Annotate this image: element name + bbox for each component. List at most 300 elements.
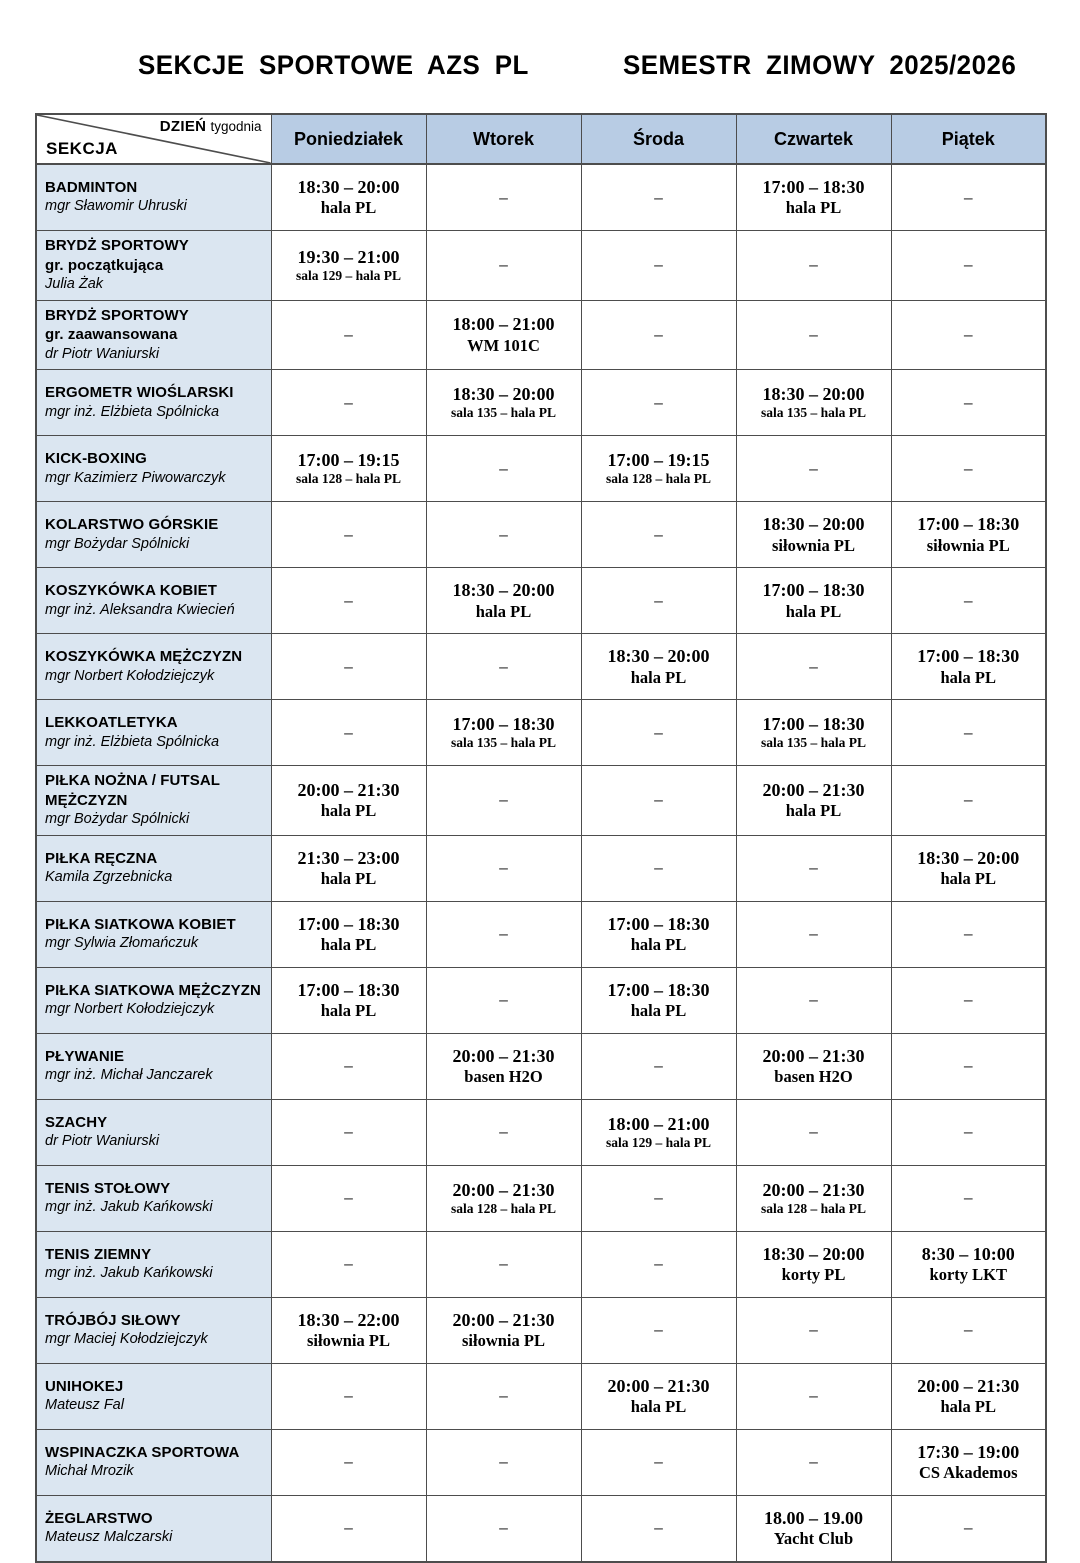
slot-place: hala PL: [785, 801, 842, 821]
slot-time: 18:30 – 20:00: [297, 176, 400, 197]
instructor-name: Kamila Zgrzebnicka: [45, 869, 173, 886]
empty-slot-dash: –: [964, 1056, 973, 1076]
instructor-name: mgr Bożydar Spólnicki: [45, 535, 190, 552]
slot-place: sala 128 – hala PL: [605, 471, 711, 487]
slot-unihokej-wtorek: [426, 1363, 581, 1429]
slot-tenis-ziemny-poniedzialek: [271, 1231, 426, 1297]
empty-slot-dash: –: [344, 1122, 353, 1142]
slot-lekkoatletyka-czwartek: [736, 700, 891, 766]
section-cell-unihokej: [36, 1363, 271, 1429]
slot-place: sala 128 – hala PL: [760, 1201, 866, 1216]
slot-szachy-czwartek: [736, 1099, 891, 1165]
slot-place: basen H2O: [464, 1067, 543, 1087]
empty-slot-dash: –: [654, 1518, 663, 1538]
slot-place: basen H2O: [774, 1067, 853, 1087]
slot-time: 20:00 – 21:30: [762, 1179, 865, 1200]
empty-slot-dash: –: [964, 255, 973, 275]
slot-place: siłownia PL: [772, 535, 855, 555]
slot-unihokej-czwartek: [736, 1363, 891, 1429]
slot-time: 18:30 – 20:00: [452, 383, 555, 404]
section-cell-tenis-ziemny: [36, 1231, 271, 1297]
slot-place: sala 129 – hala PL: [295, 268, 401, 284]
slot-place: hala PL: [630, 1397, 687, 1417]
section-name: KOSZYKÓWKA MĘŻCZYZN: [45, 648, 243, 666]
empty-slot-dash: –: [344, 722, 353, 742]
empty-slot-dash: –: [344, 1452, 353, 1472]
corner-day-label-regular: tygodnia: [210, 119, 262, 134]
slot-pilka-siatkowa-kobiet-poniedzialek: [271, 901, 426, 967]
slot-time: 17:00 – 19:15: [607, 449, 710, 470]
table-row: [36, 1297, 1046, 1363]
empty-slot-dash: –: [964, 187, 973, 207]
slot-wspinaczka-sportowa-sroda: [581, 1429, 736, 1495]
page-title: SEKCJE SPORTOWE AZS PL: [138, 50, 529, 80]
instructor-name: mgr Kazimierz Piwowarczyk: [45, 469, 226, 486]
page-header: [0, 0, 1080, 81]
instructor-name: mgr inż. Elżbieta Spólnicka: [45, 403, 220, 420]
slot-time: 18:30 – 20:00: [762, 383, 865, 404]
empty-slot-dash: –: [499, 1254, 508, 1274]
instructor-name: Mateusz Fal: [45, 1397, 124, 1414]
slot-time: 18:30 – 20:00: [762, 514, 865, 535]
slot-plywanie-piatek: [891, 1033, 1046, 1099]
slot-tenis-ziemny-sroda: [581, 1231, 736, 1297]
empty-slot-dash: –: [654, 255, 663, 275]
table-row: [36, 370, 1046, 436]
slot-time: 20:00 – 21:30: [762, 779, 865, 800]
slot-time: 20:00 – 21:30: [762, 1045, 865, 1066]
empty-slot-dash: –: [499, 790, 508, 810]
slot-brydz-sportowy-sroda: [581, 300, 736, 370]
slot-trojboj-silowy-wtorek: [426, 1297, 581, 1363]
section-name: WSPINACZKA SPORTOWA: [45, 1443, 240, 1461]
table-row: [36, 436, 1046, 502]
instructor-name: mgr Sławomir Uhruski: [45, 198, 187, 215]
empty-slot-dash: –: [809, 1122, 818, 1142]
slot-place: hala PL: [320, 1001, 377, 1021]
slot-wspinaczka-sportowa-poniedzialek: [271, 1429, 426, 1495]
slot-tenis-stolowy-piatek: [891, 1165, 1046, 1231]
slot-pilka-reczna-wtorek: [426, 835, 581, 901]
slot-pilka-reczna-sroda: [581, 835, 736, 901]
slot-badminton-czwartek: [736, 164, 891, 231]
slot-place: hala PL: [940, 869, 996, 889]
section-cell-kolarstwo-gorskie: [36, 502, 271, 568]
day-header-piatek: Piątek: [891, 114, 1046, 164]
table-row: [36, 634, 1046, 700]
corner-day-label-bold: DZIEŃ: [159, 118, 207, 135]
slot-tenis-ziemny-czwartek: [736, 1231, 891, 1297]
instructor-name: mgr inż. Jakub Kańkowski: [45, 1265, 213, 1282]
empty-slot-dash: –: [964, 1188, 973, 1208]
instructor-name: Michał Mrozik: [45, 1463, 134, 1480]
semester-title: SEMESTR ZIMOWY 2025/2026: [623, 50, 1017, 80]
slot-brydz-sportowy-poniedzialek: [271, 231, 426, 301]
slot-kolarstwo-gorskie-poniedzialek: [271, 502, 426, 568]
slot-pilka-siatkowa-mezczyzn-wtorek: [426, 967, 581, 1033]
slot-kolarstwo-gorskie-piatek: [891, 502, 1046, 568]
slot-pilka-siatkowa-mezczyzn-czwartek: [736, 967, 891, 1033]
slot-badminton-wtorek: [426, 164, 581, 231]
empty-slot-dash: –: [654, 722, 663, 742]
slot-koszykowka-kobiet-czwartek: [736, 568, 891, 634]
slot-brydz-sportowy-sroda: [581, 231, 736, 301]
empty-slot-dash: –: [344, 392, 353, 412]
empty-slot-dash: –: [499, 990, 508, 1010]
empty-slot-dash: –: [499, 458, 508, 478]
slot-lekkoatletyka-wtorek: [426, 700, 581, 766]
slot-ergometr-wioslarski-piatek: [891, 370, 1046, 436]
slot-time: 17:00 – 18:30: [297, 913, 400, 934]
section-cell-wspinaczka-sportowa: [36, 1429, 271, 1495]
section-name: ŻEGLARSTWO: [45, 1509, 153, 1527]
table-row: [36, 1231, 1046, 1297]
slot-tenis-stolowy-poniedzialek: [271, 1165, 426, 1231]
empty-slot-dash: –: [499, 924, 508, 944]
slot-tenis-ziemny-piatek: [891, 1231, 1046, 1297]
slot-place: hala PL: [630, 667, 687, 687]
empty-slot-dash: –: [499, 1452, 508, 1472]
slot-time: 18:00 – 21:00: [452, 314, 555, 335]
slot-place: sala 135 – hala PL: [450, 405, 556, 421]
instructor-name: mgr Norbert Kołodziejczyk: [45, 1001, 215, 1018]
section-cell-brydz-sportowy: [36, 300, 271, 370]
slot-place: sala 128 – hala PL: [295, 471, 401, 487]
slot-time: 17:00 – 18:30: [762, 176, 865, 197]
empty-slot-dash: –: [499, 1122, 508, 1142]
slot-pilka-reczna-czwartek: [736, 835, 891, 901]
slot-time: 18:00 – 21:00: [607, 1113, 710, 1134]
table-row: [36, 766, 1046, 836]
slot-brydz-sportowy-wtorek: [426, 300, 581, 370]
section-name: MĘŻCZYZN: [45, 791, 128, 809]
slot-place: hala PL: [475, 601, 532, 621]
slot-kolarstwo-gorskie-wtorek: [426, 502, 581, 568]
slot-pilka-siatkowa-kobiet-wtorek: [426, 901, 581, 967]
header-row: [36, 114, 1046, 164]
empty-slot-dash: –: [654, 187, 663, 207]
section-name: KOLARSTWO GÓRSKIE: [45, 516, 219, 534]
slot-zeglarstwo-sroda: [581, 1495, 736, 1562]
empty-slot-dash: –: [499, 1518, 508, 1538]
empty-slot-dash: –: [964, 324, 973, 344]
slot-pilka-nozna-futsal-piatek: [891, 766, 1046, 836]
slot-place: hala PL: [785, 601, 842, 621]
corner-section-label: SEKCJA: [46, 139, 118, 158]
slot-time: 20:00 – 21:30: [452, 1179, 555, 1200]
empty-slot-dash: –: [654, 1056, 663, 1076]
slot-place: WM 101C: [467, 335, 540, 355]
section-name: TRÓJBÓJ SIŁOWY: [45, 1311, 181, 1329]
day-header-wtorek: Wtorek: [426, 114, 581, 164]
day-header-czwartek: Czwartek: [736, 114, 891, 164]
slot-pilka-siatkowa-mezczyzn-piatek: [891, 967, 1046, 1033]
empty-slot-dash: –: [499, 255, 508, 275]
slot-time: 17:00 – 19:15: [297, 449, 400, 470]
slot-kolarstwo-gorskie-czwartek: [736, 502, 891, 568]
section-name: TENIS STOŁOWY: [45, 1179, 171, 1197]
section-cell-pilka-siatkowa-mezczyzn: [36, 967, 271, 1033]
empty-slot-dash: –: [809, 1452, 818, 1472]
slot-time: 18:30 – 20:00: [607, 646, 710, 667]
section-cell-pilka-reczna: [36, 835, 271, 901]
slot-trojboj-silowy-poniedzialek: [271, 1297, 426, 1363]
empty-slot-dash: –: [344, 656, 353, 676]
slot-brydz-sportowy-czwartek: [736, 231, 891, 301]
slot-koszykowka-kobiet-sroda: [581, 568, 736, 634]
slot-ergometr-wioslarski-sroda: [581, 370, 736, 436]
slot-kick-boxing-wtorek: [426, 436, 581, 502]
slot-pilka-nozna-futsal-sroda: [581, 766, 736, 836]
slot-brydz-sportowy-poniedzialek: [271, 300, 426, 370]
slot-plywanie-wtorek: [426, 1033, 581, 1099]
table-row: [36, 164, 1046, 231]
slot-wspinaczka-sportowa-piatek: [891, 1429, 1046, 1495]
slot-place: CS Akademos: [918, 1463, 1018, 1483]
slot-time: 19:30 – 21:00: [297, 246, 400, 267]
empty-slot-dash: –: [654, 524, 663, 544]
empty-slot-dash: –: [344, 1188, 353, 1208]
empty-slot-dash: –: [809, 324, 818, 344]
slot-koszykowka-mezczyzn-sroda: [581, 634, 736, 700]
slot-pilka-siatkowa-mezczyzn-sroda: [581, 967, 736, 1033]
slot-szachy-sroda: [581, 1099, 736, 1165]
empty-slot-dash: –: [344, 1254, 353, 1274]
slot-time: 17:00 – 18:30: [607, 979, 710, 1000]
section-cell-lekkoatletyka: [36, 700, 271, 766]
empty-slot-dash: –: [654, 1320, 663, 1340]
empty-slot-dash: –: [964, 1122, 973, 1142]
slot-lekkoatletyka-poniedzialek: [271, 700, 426, 766]
empty-slot-dash: –: [809, 458, 818, 478]
empty-slot-dash: –: [344, 1386, 353, 1406]
slot-time: 18.00 – 19.00: [764, 1507, 863, 1528]
slot-ergometr-wioslarski-czwartek: [736, 370, 891, 436]
empty-slot-dash: –: [809, 858, 818, 878]
slot-time: 20:00 – 21:30: [917, 1375, 1020, 1396]
slot-pilka-nozna-futsal-poniedzialek: [271, 766, 426, 836]
slot-time: 17:00 – 18:30: [917, 514, 1020, 535]
slot-place: Yacht Club: [773, 1529, 854, 1549]
empty-slot-dash: –: [344, 524, 353, 544]
table-row: [36, 700, 1046, 766]
slot-place: siłownia PL: [307, 1331, 390, 1351]
slot-plywanie-sroda: [581, 1033, 736, 1099]
instructor-name: mgr inż. Michał Janczarek: [45, 1067, 213, 1084]
slot-plywanie-poniedzialek: [271, 1033, 426, 1099]
slot-zeglarstwo-piatek: [891, 1495, 1046, 1562]
empty-slot-dash: –: [654, 858, 663, 878]
slot-place: sala 135 – hala PL: [450, 735, 556, 751]
section-name: PIŁKA SIATKOWA MĘŻCZYZN: [45, 981, 261, 999]
slot-time: 17:00 – 18:30: [297, 979, 400, 1000]
slot-time: 20:00 – 21:30: [452, 1045, 555, 1066]
slot-place: hala PL: [785, 198, 842, 218]
slot-place: hala PL: [940, 667, 996, 687]
slot-place: hala PL: [630, 1001, 687, 1021]
section-name: KICK-BOXING: [45, 450, 147, 468]
section-cell-koszykowka-kobiet: [36, 568, 271, 634]
section-name: LEKKOATLETYKA: [45, 714, 178, 732]
slot-place: sala 135 – hala PL: [760, 735, 866, 751]
slot-pilka-siatkowa-mezczyzn-poniedzialek: [271, 967, 426, 1033]
empty-slot-dash: –: [809, 656, 818, 676]
slot-pilka-nozna-futsal-czwartek: [736, 766, 891, 836]
slot-time: 18:30 – 20:00: [762, 1243, 865, 1264]
schedule-table: [35, 113, 1047, 1563]
empty-slot-dash: –: [964, 1518, 973, 1538]
slot-koszykowka-mezczyzn-piatek: [891, 634, 1046, 700]
empty-slot-dash: –: [499, 1386, 508, 1406]
slot-szachy-poniedzialek: [271, 1099, 426, 1165]
slot-koszykowka-kobiet-wtorek: [426, 568, 581, 634]
instructor-name: mgr inż. Elżbieta Spólnicka: [45, 733, 220, 750]
slot-pilka-reczna-piatek: [891, 835, 1046, 901]
schedule-body: [36, 164, 1046, 1562]
slot-badminton-poniedzialek: [271, 164, 426, 231]
slot-unihokej-piatek: [891, 1363, 1046, 1429]
slot-tenis-stolowy-czwartek: [736, 1165, 891, 1231]
table-row: [36, 835, 1046, 901]
corner-cell: [36, 114, 271, 164]
section-name: ERGOMETR WIOŚLARSKI: [45, 384, 234, 402]
slot-time: 20:00 – 21:30: [297, 779, 400, 800]
empty-slot-dash: –: [344, 1056, 353, 1076]
slot-badminton-sroda: [581, 164, 736, 231]
section-cell-ergometr-wioslarski: [36, 370, 271, 436]
slot-time: 20:00 – 21:30: [452, 1309, 555, 1330]
table-row: [36, 300, 1046, 370]
slot-place: hala PL: [320, 801, 377, 821]
slot-pilka-siatkowa-kobiet-piatek: [891, 901, 1046, 967]
slot-place: hala PL: [320, 198, 377, 218]
slot-time: 17:00 – 18:30: [917, 646, 1020, 667]
slot-tenis-stolowy-sroda: [581, 1165, 736, 1231]
slot-pilka-nozna-futsal-wtorek: [426, 766, 581, 836]
empty-slot-dash: –: [809, 255, 818, 275]
slot-trojboj-silowy-sroda: [581, 1297, 736, 1363]
slot-plywanie-czwartek: [736, 1033, 891, 1099]
slot-szachy-wtorek: [426, 1099, 581, 1165]
table-row: [36, 1429, 1046, 1495]
slot-place: hala PL: [940, 1397, 996, 1417]
table-row: [36, 231, 1046, 301]
instructor-name: mgr Maciej Kołodziejczyk: [45, 1331, 208, 1348]
slot-badminton-piatek: [891, 164, 1046, 231]
slot-time: 17:00 – 18:30: [452, 713, 555, 734]
empty-slot-dash: –: [964, 458, 973, 478]
empty-slot-dash: –: [654, 1188, 663, 1208]
slot-lekkoatletyka-piatek: [891, 700, 1046, 766]
section-cell-pilka-nozna-futsal: [36, 766, 271, 836]
empty-slot-dash: –: [964, 790, 973, 810]
slot-place: sala 128 – hala PL: [450, 1201, 556, 1216]
slot-time: 17:00 – 18:30: [607, 913, 710, 934]
instructor-name: mgr Norbert Kołodziejczyk: [45, 667, 215, 684]
empty-slot-dash: –: [809, 990, 818, 1010]
section-name: PIŁKA NOŻNA / FUTSAL: [45, 772, 221, 790]
instructor-name: mgr Bożydar Spólnicki: [45, 811, 190, 828]
empty-slot-dash: –: [499, 187, 508, 207]
section-cell-szachy: [36, 1099, 271, 1165]
instructor-name: Mateusz Malczarski: [45, 1529, 173, 1546]
slot-wspinaczka-sportowa-czwartek: [736, 1429, 891, 1495]
empty-slot-dash: –: [964, 722, 973, 742]
section-cell-trojboj-silowy: [36, 1297, 271, 1363]
section-cell-kick-boxing: [36, 436, 271, 502]
slot-place: korty LKT: [929, 1265, 1007, 1285]
empty-slot-dash: –: [809, 1320, 818, 1340]
table-row: [36, 502, 1046, 568]
slot-time: 17:00 – 18:30: [762, 580, 865, 601]
table-row: [36, 901, 1046, 967]
slot-trojboj-silowy-piatek: [891, 1297, 1046, 1363]
empty-slot-dash: –: [964, 392, 973, 412]
table-row: [36, 1165, 1046, 1231]
slot-time: 18:30 – 20:00: [917, 847, 1020, 868]
empty-slot-dash: –: [344, 324, 353, 344]
table-row: [36, 1033, 1046, 1099]
section-name: PŁYWANIE: [45, 1047, 125, 1065]
slot-kick-boxing-piatek: [891, 436, 1046, 502]
slot-brydz-sportowy-wtorek: [426, 231, 581, 301]
section-name: BRYDŻ SPORTOWY: [45, 237, 189, 254]
slot-tenis-stolowy-wtorek: [426, 1165, 581, 1231]
slot-szachy-piatek: [891, 1099, 1046, 1165]
slot-place: sala 135 – hala PL: [760, 405, 866, 421]
slot-lekkoatletyka-sroda: [581, 700, 736, 766]
slot-kick-boxing-sroda: [581, 436, 736, 502]
slot-place: hala PL: [320, 935, 377, 955]
slot-brydz-sportowy-czwartek: [736, 300, 891, 370]
slot-tenis-ziemny-wtorek: [426, 1231, 581, 1297]
section-cell-pilka-siatkowa-kobiet: [36, 901, 271, 967]
instructor-name: mgr inż. Aleksandra Kwiecień: [45, 601, 235, 618]
section-name: TENIS ZIEMNY: [45, 1245, 152, 1263]
slot-zeglarstwo-czwartek: [736, 1495, 891, 1562]
slot-time: 18:30 – 22:00: [297, 1309, 400, 1330]
section-name: gr. początkująca: [45, 256, 164, 274]
slot-zeglarstwo-poniedzialek: [271, 1495, 426, 1562]
section-name: BADMINTON: [45, 178, 138, 196]
section-cell-tenis-stolowy: [36, 1165, 271, 1231]
section-name: BRYDŻ SPORTOWY: [45, 306, 189, 324]
slot-kolarstwo-gorskie-sroda: [581, 502, 736, 568]
table-row: [36, 568, 1046, 634]
table-row: [36, 1099, 1046, 1165]
slot-koszykowka-mezczyzn-poniedzialek: [271, 634, 426, 700]
empty-slot-dash: –: [964, 990, 973, 1010]
slot-brydz-sportowy-piatek: [891, 300, 1046, 370]
slot-place: siłownia PL: [926, 535, 1010, 555]
section-name: UNIHOKEJ: [45, 1377, 124, 1395]
slot-time: 17:30 – 19:00: [917, 1441, 1020, 1462]
section-cell-zeglarstwo: [36, 1495, 271, 1562]
instructor-name: Julia Żak: [45, 276, 104, 292]
slot-kick-boxing-poniedzialek: [271, 436, 426, 502]
table-row: [36, 967, 1046, 1033]
slot-pilka-reczna-poniedzialek: [271, 835, 426, 901]
slot-place: korty PL: [781, 1265, 846, 1285]
instructor-name: mgr inż. Jakub Kańkowski: [45, 1199, 213, 1216]
section-cell-koszykowka-mezczyzn: [36, 634, 271, 700]
empty-slot-dash: –: [654, 324, 663, 344]
empty-slot-dash: –: [809, 1386, 818, 1406]
slot-trojboj-silowy-czwartek: [736, 1297, 891, 1363]
slot-time: 21:30 – 23:00: [297, 847, 400, 868]
slot-kick-boxing-czwartek: [736, 436, 891, 502]
slot-ergometr-wioslarski-poniedzialek: [271, 370, 426, 436]
